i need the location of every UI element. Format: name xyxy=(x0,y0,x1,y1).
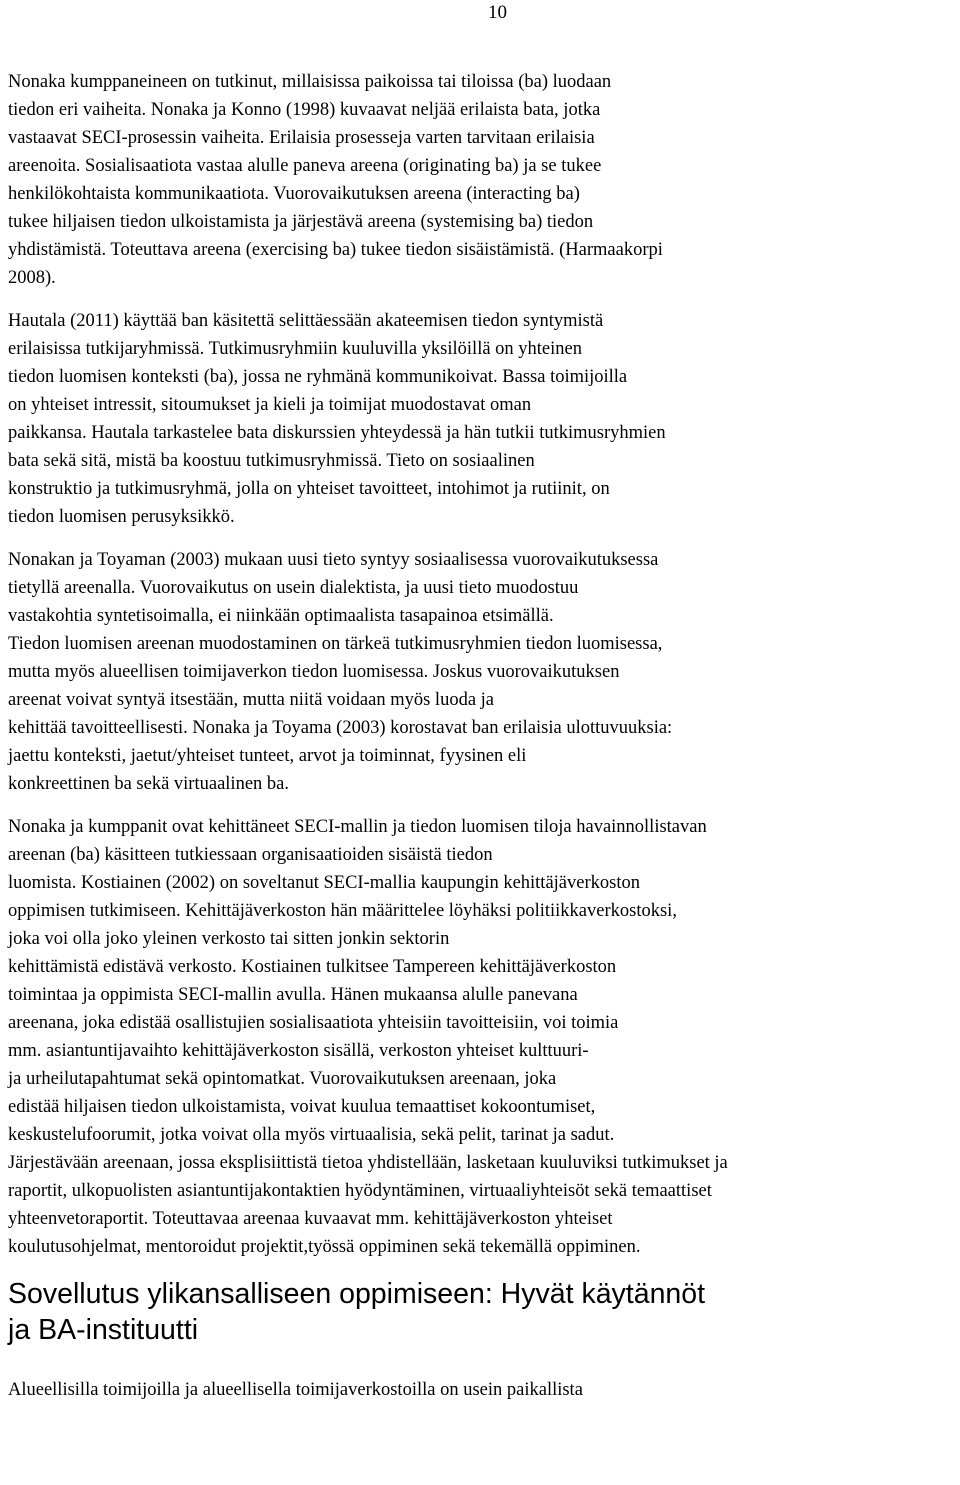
text-line: Järjestävään areenaan, jossa eksplisiittistä tietoa yhdistellään, lasketaan kuuluviksi tutkimukset ja xyxy=(8,1153,728,1173)
text-line: konkreettinen ba sekä virtuaalinen ba. xyxy=(8,774,289,794)
section-heading xyxy=(8,1276,958,1348)
document-body xyxy=(8,68,958,1419)
text-line: areenana, joka edistää osallistujien sosialisaatiota yhteisiin tavoitteisiin, voi toimia xyxy=(8,1013,619,1033)
text-line: tiedon luomisen perusyksikkö. xyxy=(8,507,235,527)
text-line: raportit, ulkopuolisten asiantuntijakontaktien hyödyntäminen, virtuaaliyhteisöt sekä temaattiset xyxy=(8,1181,712,1201)
text-line: konstruktio ja tutkimusryhmä, jolla on yhteiset tavoitteet, intohimot ja rutiinit, on xyxy=(8,479,610,499)
text-line: tietyllä areenalla. Vuorovaikutus on usein dialektista, ja uusi tieto muodostuu xyxy=(8,578,579,598)
text-line: vastaavat SECI-prosessin vaiheita. Erilaisia prosesseja varten tarvitaan erilaisia xyxy=(8,128,595,148)
text-line: edistää hiljaisen tiedon ulkoistamista, voivat kuulua temaattiset kokoontumiset, xyxy=(8,1097,596,1117)
heading-line: Sovellutus ylikansalliseen oppimiseen: Hyvät käytännöt xyxy=(8,1278,706,1310)
text-line: henkilökohtaista kommunikaatiota. Vuorovaikutuksen areena (interacting ba) xyxy=(8,184,580,204)
paragraph-regional-actors xyxy=(8,1376,958,1404)
heading-line: ja BA-instituutti xyxy=(8,1314,199,1346)
text-line: areenat voivat syntyä itsestään, mutta niitä voidaan myös luoda ja xyxy=(8,690,495,710)
text-line: vastakohtia syntetisoimalla, ei niinkään optimaalista tasapainoa etsimällä. xyxy=(8,606,554,626)
text-line: jaettu konteksti, jaetut/yhteiset tunteet, arvot ja toiminnat, fyysinen eli xyxy=(8,746,527,766)
text-line: 2008). xyxy=(8,268,56,288)
paragraph-nonaka-toyama xyxy=(8,546,958,798)
paragraph-ba-places xyxy=(8,68,958,292)
text-line: Nonaka ja kumppanit ovat kehittäneet SECI-mallin ja tiedon luomisen tiloja havainnollistavan xyxy=(8,817,707,837)
text-line: kehittämistä edistävä verkosto. Kostiainen tulkitsee Tampereen kehittäjäverkoston xyxy=(8,957,617,977)
text-line: Nonakan ja Toyaman (2003) mukaan uusi tieto syntyy sosiaalisessa vuorovaikutuksessa xyxy=(8,550,659,570)
paragraph-seci-kostiainen xyxy=(8,813,958,1261)
text-line: toimintaa ja oppimista SECI-mallin avulla. Hänen mukaansa alulle panevana xyxy=(8,985,578,1005)
text-line: bata sekä sitä, mistä ba koostuu tutkimusryhmissä. Tieto on sosiaalinen xyxy=(8,451,535,471)
text-line: koulutusohjelmat, mentoroidut projektit,työssä oppiminen sekä tekemällä oppiminen. xyxy=(8,1237,641,1257)
page-number: 10 xyxy=(488,2,507,23)
text-line: oppimisen tutkimiseen. Kehittäjäverkoston hän määrittelee löyhäksi politiikkaverkostoksi, xyxy=(8,901,677,921)
text-line: tukee hiljaisen tiedon ulkoistamista ja järjestävä areena (systemising ba) tiedon xyxy=(8,212,594,232)
text-line: luomista. Kostiainen (2002) on soveltanut SECI-mallia kaupungin kehittäjäverkoston xyxy=(8,873,640,893)
text-line: erilaisissa tutkijaryhmissä. Tutkimusryhmiin kuuluvilla yksilöillä on yhteinen xyxy=(8,339,582,359)
text-line: ja urheilutapahtumat sekä opintomatkat. Vuorovaikutuksen areenaan, joka xyxy=(8,1069,557,1089)
text-line: tiedon eri vaiheita. Nonaka ja Konno (1998) kuvaavat neljää erilaista bata, jotka xyxy=(8,100,601,120)
text-line: Nonaka kumppaneineen on tutkinut, millaisissa paikoissa tai tiloissa (ba) luodaan xyxy=(8,72,612,92)
paragraph-hautala xyxy=(8,307,958,531)
text-line: Tiedon luomisen areenan muodostaminen on tärkeä tutkimusryhmien tiedon luomisessa, xyxy=(8,634,663,654)
text-line: joka voi olla joko yleinen verkosto tai sitten jonkin sektorin xyxy=(8,929,450,949)
text-line: areenoita. Sosialisaatiota vastaa alulle paneva areena (originating ba) ja se tukee xyxy=(8,156,602,176)
text-line: kehittää tavoitteellisesti. Nonaka ja Toyama (2003) korostavat ban erilaisia ulottuvuuksia: xyxy=(8,718,673,738)
text-line: paikkansa. Hautala tarkastelee bata diskurssien yhteydessä ja hän tutkii tutkimusryhmien xyxy=(8,423,666,443)
text-line: keskustelufoorumit, jotka voivat olla myös virtuaalisia, sekä pelit, tarinat ja sadut. xyxy=(8,1125,615,1145)
text-line: Alueellisilla toimijoilla ja alueellisella toimijaverkostoilla on usein paikallista xyxy=(8,1380,583,1400)
text-line: mutta myös alueellisen toimijaverkon tiedon luomisessa. Joskus vuorovaikutuksen xyxy=(8,662,620,682)
text-line: tiedon luomisen konteksti (ba), jossa ne ryhmänä kommunikoivat. Bassa toimijoilla xyxy=(8,367,628,387)
text-line: on yhteiset intressit, sitoumukset ja kieli ja toimijat muodostavat oman xyxy=(8,395,532,415)
text-line: yhteenvetoraportit. Toteuttavaa areenaa kuvaavat mm. kehittäjäverkoston yhteiset xyxy=(8,1209,613,1229)
text-line: yhdistämistä. Toteuttava areena (exercising ba) tukee tiedon sisäistämistä. (Harmaakorpi xyxy=(8,240,663,260)
text-line: mm. asiantuntijavaihto kehittäjäverkoston sisällä, verkoston yhteiset kulttuuri- xyxy=(8,1041,589,1061)
text-line: Hautala (2011) käyttää ban käsitettä selittäessään akateemisen tiedon syntymistä xyxy=(8,311,604,331)
text-line: areenan (ba) käsitteen tutkiessaan organisaatioiden sisäistä tiedon xyxy=(8,845,493,865)
